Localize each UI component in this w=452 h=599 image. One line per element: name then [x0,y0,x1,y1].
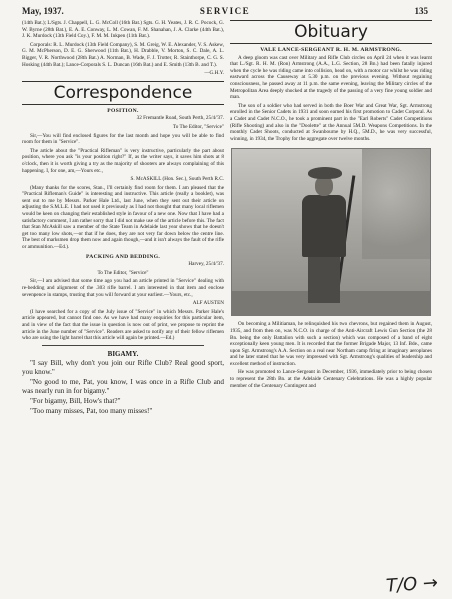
obituary-subheading: VALE LANCE-SERGEANT R. H. M. ARMSTRONG. [260,47,402,53]
editor-reply-1: (Many thanks for the scores, Stan., I'll certainly find room for them. I am pleased that the "Practical Rifleman's Guide" is interesting and instructive. This article (really a booklet), was sent out to me by Messrs. Parker Hale Ltd., last June, when they sent out their article on adjusting the S.M.L.E. I had not used it previously as I had not thought that many local riflemen would be keen on changing their established style in favour of a new one. Now that I have had a satisfactory comment, I am rather sorry that I did not make use of the article before this. The fact that Stan McAskill saw a member of the State Team in Adelaide last year shows that he doesn't get too many low shots,—or that if he does, they are not very far down below the centre line. The best of marksmen drop them now and again though,—and it isn't always the fault of the rifle or ammunition.—Ed.). [22,184,224,251]
bigamy-joke [22,359,224,415]
intro-paragraph-1: (14th Bat.); L/Sgts. J. Chappell, L. G. McColl (16th Bat.) Sgts. G. H. Yeates, J. R. C. Pocock, G. W. Byrne (28th Bat.), E. A. E. Conway, L. M. Cowan, F. M. Shanahan, J. A. Clarke (44th Bat.), J. K. Murdock (13th Field Coy.), F. M. M. Inkpen (11th Bat.). [22,20,224,40]
packing-heading: PACKING AND BEDDING. [85,253,161,260]
magazine-title: SERVICE [199,6,251,16]
letter2-salutation: To The Editor, "Service" [97,269,149,276]
slouch-hat [308,167,342,179]
soldier-figure [294,167,354,307]
bigamy-line-3: "For bigamy, Bill, How's that?" [30,396,121,405]
editor-reply-2: (I have searched for a copy of the July issue of "Service" in which Messrs. Parker Hale's article appeared, but cannot find one. As we have had many enquiries for this particular item, and in view of the fact that the issue in question is now out of print, we propose to reprint the article in the June number of "Service". Readers are asked to notify any of their fellow riflemen who are using the light barrel that this article will again be printed.—Ed.) [22,308,224,342]
position-heading: POSITION. [107,107,139,114]
obituary-heading: Obituary [230,20,432,44]
obituary-paragraph-1: A deep gloom was cast over Military and Rifle Club circles on April 24 when it was learnt that L./Sgt. R. H. M. (Ron) Armstrong (A.A., L.G. Section, 28 Bn.) had been fatally injured when the cycle he was riding came into collision, head on, with a motor car whilst he was riding eastward across the Causeway at 5.30 p.m. on the previous evening. Without regaining consciousness, he passed away at 11 p.m. the same evening, leaving the Military circles of the Metropolitan Area deeply shocked at the tragedy of the passing of a very fine young soldier and man. [230,54,432,101]
letter1-salutation: To The Editor, "Service" [172,123,224,130]
soldier-portrait-photo [231,148,431,316]
right-column [230,20,432,592]
figure-legs [308,255,340,303]
divider [42,345,204,346]
intro-signature: —G.H.Y. [204,70,224,77]
letter2-signature: ALF AUSTEN [192,300,224,307]
correspondence-heading: Correspondence [22,81,224,105]
letter1-paragraph-1: Sir,—You will find enclosed figures for the last month and hope you will be able to find room for them in "Service". [22,132,224,146]
letter1-paragraph-2: The article about the "Practical Rifleman" is very instructive, particularly the part about position, where you ask "is your position right?" If, as the writer says, it saves him shots at 8 o'clock, then it is worth giving a try as the majority of shooters are always complaining of this happening. I, for one, am,—Yours etc., [22,147,224,174]
bigamy-heading: BIGAMY. [107,349,139,358]
figure-body [302,195,346,257]
handwritten-note: T/O → [385,572,439,597]
letter2-body: Sir,—I am advised that some time ago you had an article printed in "Service" dealing with re-bedding and alignment of the .303 rifle barrel. I am interested in that item and enclose sevenpence in stamps, trusting that you will forward at your earliest.—Yours, etc., [22,278,224,298]
issue-date: May, 1937. [22,6,64,16]
left-column [22,20,224,592]
obituary-paragraph-4: He was promoted to Lance-Sergeant in December, 1936, immediately prior to being chosen to represent the 28th Bn. at the Adelaide Centenary Celebrations. He was a highly popular member of the Centenary Contingent and [230,369,432,389]
bigamy-line-2: "No good to me, Pat, you know, I was once in a Rifle Club and was nearly run in for bigamy." [22,378,224,395]
letter1-address: 32 Fremantle Road, South Perth, 25/4/'37. [136,115,224,122]
bigamy-line-1: "I say Bill, why don't you join our Rifle Club? Real good sport, you know." [22,359,224,376]
figure-head [315,176,333,196]
page-number: 135 [414,6,428,16]
obituary-paragraph-2: The son of a soldier who had served in both the Boer War and Great War, Sgt. Armstrong enrolled in the Senior Cadets in 1931 and soon earned his first promotion to Cadet Corporal. As a Cadet and Cadet N.C.O., he took a prominent part in the "Earl Roberts" Cadet Competitions (Rifle Shooting) and also in the "Doolette" at the Annual 5M.D. Weapons Competitions. In the monthly Cadet Shoots, conducted at Swanbourne by H.Q., 5M.D., he was very successful, winning, in 1934, the Trophy for the aggregate over twelve months. [230,102,432,142]
obituary-paragraph-3: On becoming a Militiaman, he relinquished his two chevrons, but regained them in August, 1935, and from then on, was N.C.O. in charge of the Anti-Aircraft Lewis Gun Section (the 28 Bn. being the only Battalion with such a section) which was composed of a band of eight exceptionally keen young men. It is recorded that the former Brigade Major, 13 Inf. Bde., came upon Sgt. Armstrong's A.A. Section on a real near Northam camp firing at imaginary aeroplanes and he later stated that he was very impressed with Sgt. Armstrong's qualities of leadership and excellent method of instruction. [230,321,432,367]
letter1-signature: S. McASKILL (Hon. Sec.), South Perth R.C. [130,176,224,183]
intro-paragraph-2: Corporals: R. L. Murdock (13th Field Company), S. M. Greig, W. E. Alexander, V. S. Askew, G. M. McPherson, D. E. G. Sherwood (11th Bat.), H. Drabble, V. Morton, S. C. Dale, A. L. Bigger, V. R. Northwood (28th Bat.) A. Norman, B. Wade, F. J. Trotter, R. Stainthorpe, C. G. S. Hosking (44th Bat.); Lance-Corporals S. L. Duncan (16th Bat.) and E. Smith (13th B. and T.). [22,41,224,68]
bigamy-line-4: "Too many misses, Pat, too many misses!" [30,407,153,416]
letter2-address: Harvey, 25/4/'37. [188,261,224,268]
page-header [22,4,428,20]
photo-tree [362,149,431,259]
